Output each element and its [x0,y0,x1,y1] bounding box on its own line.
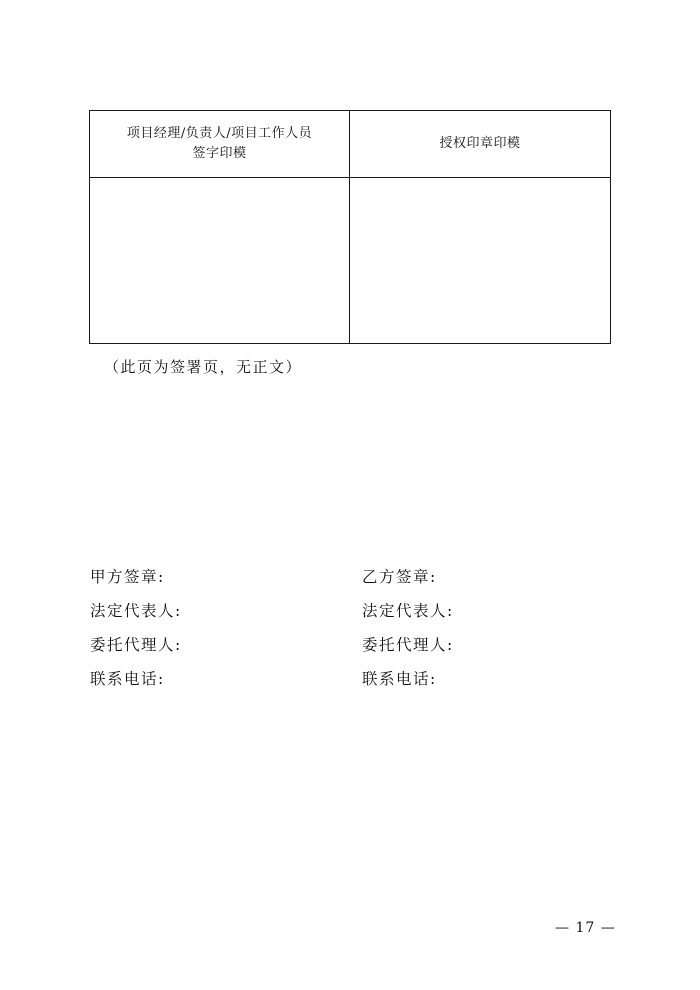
party-b-phone-label: 联系电话: [362,670,437,688]
header-left-line1: 项目经理/负责人/项目工作人员 [126,126,313,141]
signature-specimen-cell[interactable] [90,178,350,343]
party-a-seal-label: 甲方签章: [90,568,165,586]
party-b-seal-label: 乙方签章: [362,568,437,586]
page-number: — 17 — [555,920,616,936]
party-b-agent-label: 委托代理人: [362,636,454,654]
header-right-label: 授权印章印模 [439,136,521,151]
party-b-legal-rep-label: 法定代表人: [362,602,454,620]
signature-specimen-table [89,110,611,344]
seal-specimen-cell[interactable] [350,178,610,343]
header-left-line2: 签字印模 [192,146,247,161]
party-a-agent-label: 委托代理人: [90,636,182,654]
table-header-signature-specimen [90,111,350,178]
party-a-block [90,560,182,696]
table-header-seal-specimen [350,111,610,178]
party-b-block [362,560,454,696]
party-a-phone-label: 联系电话: [90,670,165,688]
signature-page-note: （此页为签署页，无正文） [104,358,303,376]
party-a-legal-rep-label: 法定代表人: [90,602,182,620]
